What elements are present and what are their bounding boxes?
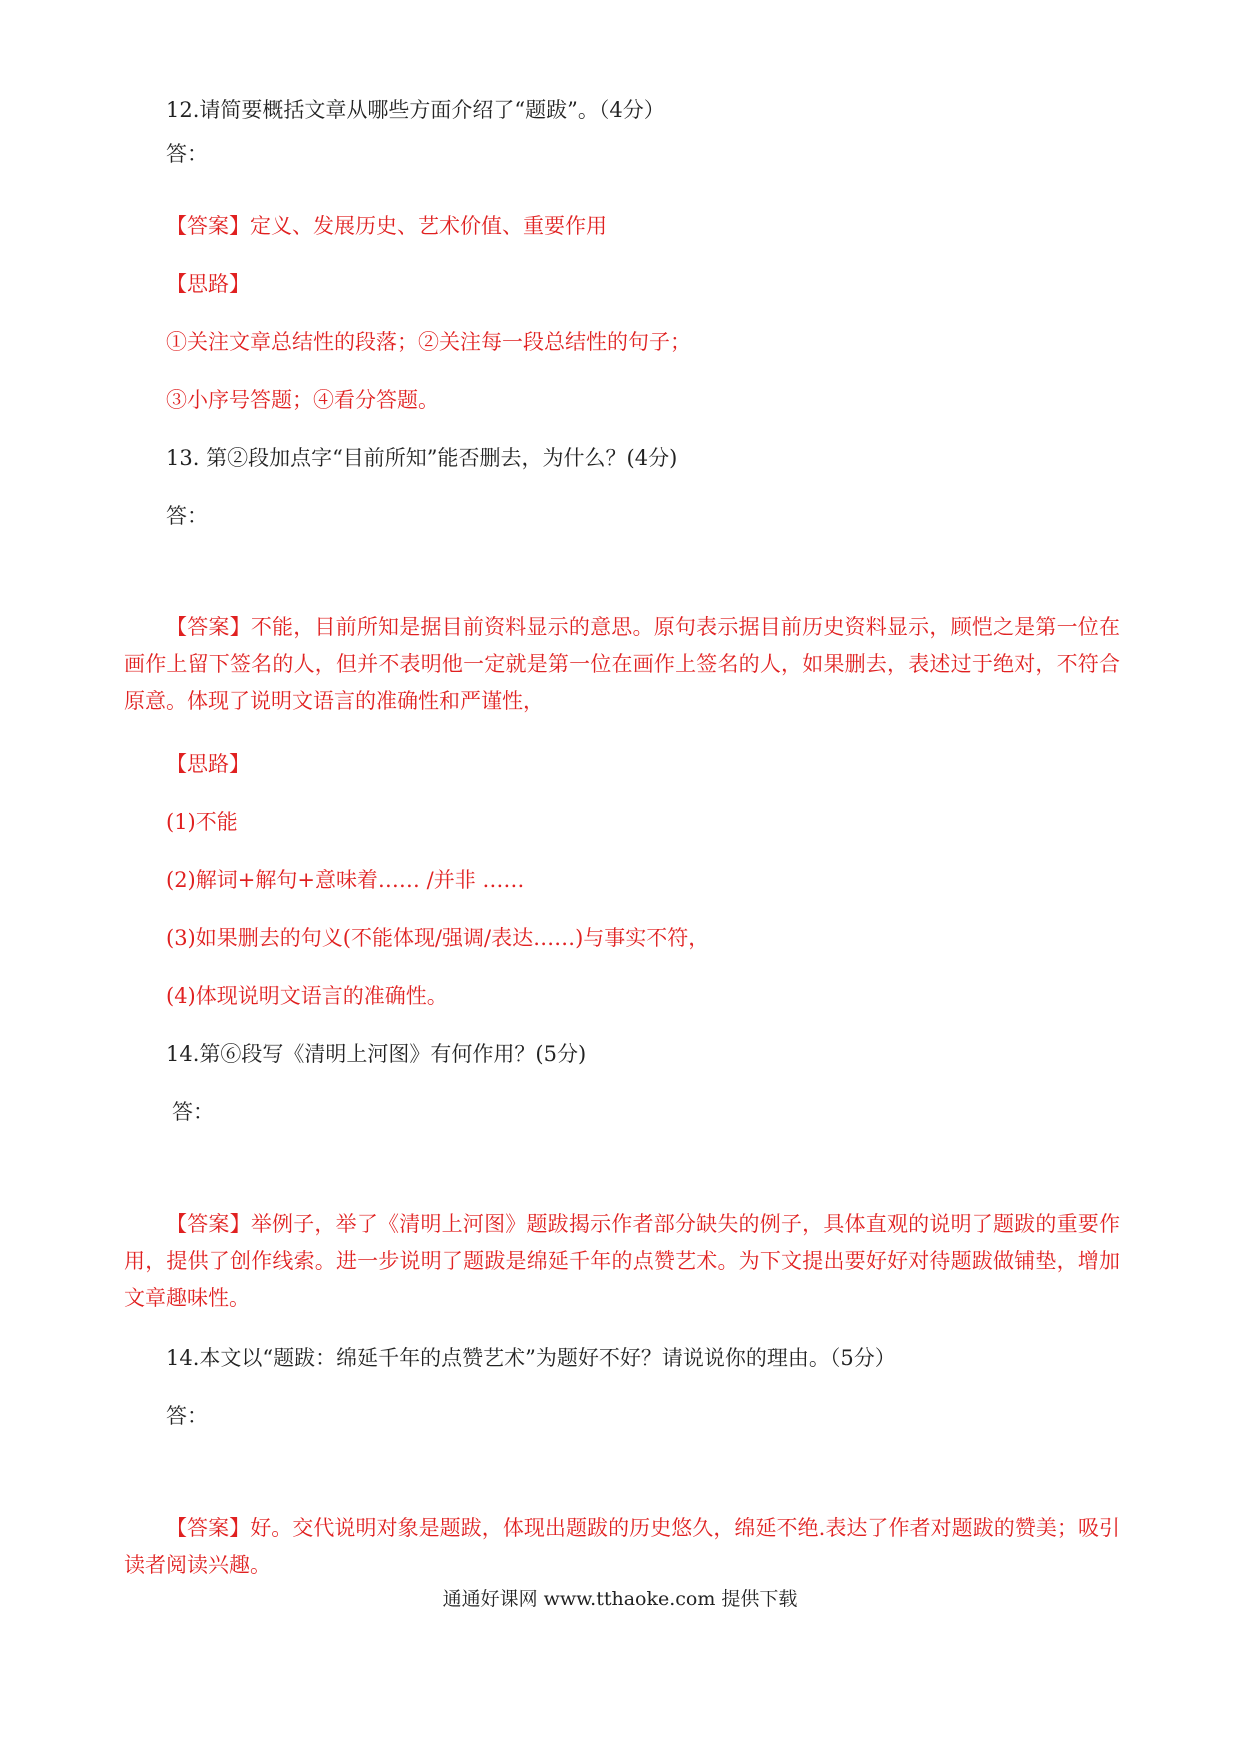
q13-answer-prompt: 答：: [166, 504, 208, 528]
q12-answer: 【答案】定义、发展历史、艺术价值、重要作用: [166, 214, 607, 238]
q13-question: 13. 第②段加点字“目前所知”能否删去，为什么？(4分): [166, 446, 678, 470]
q14a-question: 14.第⑥段写《清明上河图》有何作用？(5分): [166, 1042, 587, 1066]
q14a-answer: 【答案】举例子，举了《清明上河图》题跋揭示作者部分缺失的例子，具体直观的说明了题跋的重要作用，提供了创作线索。进一步说明了题跋是绵延千年的点赞艺术。为下文提出要好好对待题跋做铺垫，增加文章趣味性。: [124, 1212, 1120, 1310]
q12-answer-prompt: 答：: [166, 142, 208, 166]
q13-answer: 【答案】不能，目前所知是据目前资料显示的意思。原句表示据目前历史资料显示，顾恺之是第一位在画作上留下签名的人，但并不表明他一定就是第一位在画作上签名的人，如果删去，表述过于绝对，不符合原意。体现了说明文语言的准确性和严谨性，: [124, 615, 1120, 713]
page-footer: 通通好课网 www.tthaoke.com 提供下载: [442, 1588, 798, 1610]
q13-hint-title: 【思路】: [166, 752, 250, 776]
q12-question: 12.请简要概括文章从哪些方面介绍了“题跋”。（4分）: [166, 98, 665, 122]
q14a-answer-prompt: 答：: [172, 1100, 214, 1124]
q14b-question: 14.本文以“题跋：绵延千年的点赞艺术”为题好不好？请说说你的理由。（5分）: [166, 1346, 896, 1370]
q12-hint-title: 【思路】: [166, 272, 250, 296]
q13-hint-line-2: (2)解词+解句+意味着…… /并非 ……: [166, 868, 525, 892]
q12-hint-line-1: ①关注文章总结性的段落；②关注每一段总结性的句子；: [166, 330, 691, 354]
q14b-answer-prompt: 答：: [166, 1404, 208, 1428]
q13-hint-line-4: (4)体现说明文语言的准确性。: [166, 984, 448, 1008]
q13-hint-line-1: (1)不能: [166, 810, 238, 834]
q14b-answer: 【答案】好。交代说明对象是题跋，体现出题跋的历史悠久，绵延不绝.表达了作者对题跋的赞美；吸引读者阅读兴趣。: [124, 1516, 1120, 1577]
q12-hint-line-2: ③小序号答题；④看分答题。: [166, 388, 439, 412]
q13-hint-line-3: (3)如果删去的句义(不能体现/强调/表达……)与事实不符，: [166, 926, 710, 950]
